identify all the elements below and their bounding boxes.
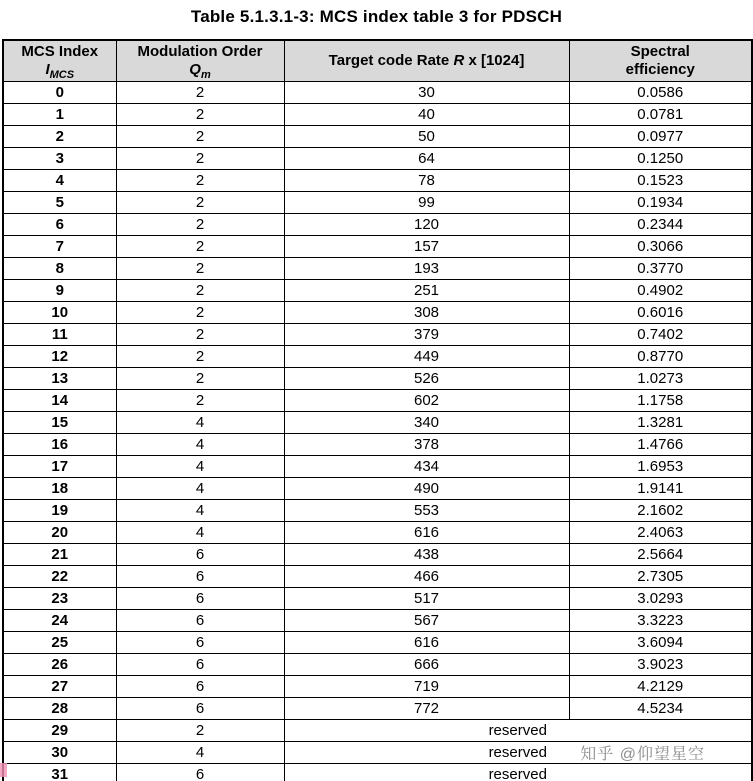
- cell-mcs-index: 15: [3, 412, 116, 434]
- table-row: [3, 434, 752, 456]
- cell-spectral-efficiency: 1.0273: [569, 368, 752, 390]
- header-modulation-order-label: Modulation Order: [137, 43, 263, 60]
- table-row: [3, 170, 752, 192]
- mcs-index-table: [2, 39, 753, 781]
- cell-modulation-order: 2: [116, 214, 284, 236]
- table-row: [3, 192, 752, 214]
- cell-code-rate: 616: [284, 632, 569, 654]
- table-row: [3, 258, 752, 280]
- cell-mcs-index: 5: [3, 192, 116, 214]
- cell-spectral-efficiency: 3.9023: [569, 654, 752, 676]
- cell-spectral-efficiency: 0.6016: [569, 302, 752, 324]
- cell-mcs-index: 2: [3, 126, 116, 148]
- cell-spectral-efficiency: 0.1250: [569, 148, 752, 170]
- cell-spectral-efficiency: 1.4766: [569, 434, 752, 456]
- cell-mcs-index: 19: [3, 500, 116, 522]
- cell-code-rate: 64: [284, 148, 569, 170]
- cell-code-rate: 50: [284, 126, 569, 148]
- cell-spectral-efficiency: 0.3066: [569, 236, 752, 258]
- cell-spectral-efficiency: 0.4902: [569, 280, 752, 302]
- cell-code-rate: 526: [284, 368, 569, 390]
- cell-modulation-order: 2: [116, 148, 284, 170]
- cell-modulation-order: 6: [116, 632, 284, 654]
- header-mcs-index-symbol: $I_{MCS}$: [45, 61, 75, 81]
- cell-modulation-order: 6: [116, 654, 284, 676]
- header-mcs-index-label: MCS Index: [21, 43, 99, 60]
- cell-reserved: reserved: [284, 720, 752, 742]
- table-row: [3, 412, 752, 434]
- cell-spectral-efficiency: 1.9141: [569, 478, 752, 500]
- cell-spectral-efficiency: 1.1758: [569, 390, 752, 412]
- zhihu-watermark: 知乎 @仰望星空: [580, 746, 705, 763]
- cell-modulation-order: 2: [116, 82, 284, 104]
- cell-mcs-index: 13: [3, 368, 116, 390]
- cell-code-rate: 449: [284, 346, 569, 368]
- header-code-rate: [284, 40, 569, 82]
- cell-mcs-index: 31: [3, 764, 116, 781]
- cell-spectral-efficiency: 3.0293: [569, 588, 752, 610]
- cell-modulation-order: 2: [116, 302, 284, 324]
- pink-artifact: [0, 763, 7, 777]
- cell-spectral-efficiency: 2.7305: [569, 566, 752, 588]
- table-row: [3, 698, 752, 720]
- cell-reserved: reserved: [284, 764, 752, 781]
- cell-code-rate: 616: [284, 522, 569, 544]
- cell-spectral-efficiency: 2.4063: [569, 522, 752, 544]
- cell-spectral-efficiency: 4.2129: [569, 676, 752, 698]
- cell-mcs-index: 4: [3, 170, 116, 192]
- table-row: [3, 544, 752, 566]
- cell-spectral-efficiency: 0.0586: [569, 82, 752, 104]
- cell-modulation-order: 6: [116, 544, 284, 566]
- cell-code-rate: 30: [284, 82, 569, 104]
- cell-modulation-order: 2: [116, 170, 284, 192]
- cell-spectral-efficiency: 0.0977: [569, 126, 752, 148]
- cell-spectral-efficiency: 4.5234: [569, 698, 752, 720]
- cell-mcs-index: 26: [3, 654, 116, 676]
- table-row: [3, 478, 752, 500]
- table-body: [3, 82, 752, 781]
- cell-code-rate: 308: [284, 302, 569, 324]
- cell-modulation-order: 2: [116, 720, 284, 742]
- cell-code-rate: 666: [284, 654, 569, 676]
- table-row: [3, 500, 752, 522]
- cell-code-rate: 193: [284, 258, 569, 280]
- cell-reserved: reserved: [284, 742, 752, 764]
- table-row: [3, 390, 752, 412]
- cell-code-rate: 438: [284, 544, 569, 566]
- cell-mcs-index: 29: [3, 720, 116, 742]
- cell-mcs-index: 12: [3, 346, 116, 368]
- cell-spectral-efficiency: 0.1934: [569, 192, 752, 214]
- cell-modulation-order: 6: [116, 566, 284, 588]
- table-header: [3, 40, 752, 82]
- cell-code-rate: 772: [284, 698, 569, 720]
- header-spectral-efficiency: Spectral efficiency: [569, 40, 752, 82]
- cell-modulation-order: 4: [116, 434, 284, 456]
- cell-spectral-efficiency: 3.3223: [569, 610, 752, 632]
- cell-code-rate: 99: [284, 192, 569, 214]
- table-row: [3, 302, 752, 324]
- cell-modulation-order: 2: [116, 368, 284, 390]
- cell-spectral-efficiency: 1.6953: [569, 456, 752, 478]
- table-row: [3, 566, 752, 588]
- table-row: [3, 82, 752, 104]
- cell-modulation-order: 2: [116, 192, 284, 214]
- cell-mcs-index: 18: [3, 478, 116, 500]
- cell-mcs-index: 23: [3, 588, 116, 610]
- table-row: [3, 764, 752, 781]
- header-row: [3, 40, 752, 82]
- cell-modulation-order: 6: [116, 588, 284, 610]
- cell-modulation-order: 6: [116, 610, 284, 632]
- table-row: [3, 236, 752, 258]
- header-modulation-order: [116, 40, 284, 82]
- cell-modulation-order: 2: [116, 104, 284, 126]
- cell-spectral-efficiency: 1.3281: [569, 412, 752, 434]
- cell-mcs-index: 14: [3, 390, 116, 412]
- cell-spectral-efficiency: 2.1602: [569, 500, 752, 522]
- cell-code-rate: 602: [284, 390, 569, 412]
- cell-mcs-index: 30: [3, 742, 116, 764]
- cell-mcs-index: 28: [3, 698, 116, 720]
- cell-modulation-order: 4: [116, 742, 284, 764]
- cell-code-rate: 340: [284, 412, 569, 434]
- cell-mcs-index: 0: [3, 82, 116, 104]
- cell-spectral-efficiency: 0.3770: [569, 258, 752, 280]
- table-row: [3, 632, 752, 654]
- cell-modulation-order: 4: [116, 412, 284, 434]
- table-row: [3, 104, 752, 126]
- cell-mcs-index: 10: [3, 302, 116, 324]
- table-title: Table 5.1.3.1-3: MCS index table 3 for PDSCH: [190, 7, 563, 26]
- cell-code-rate: 120: [284, 214, 569, 236]
- cell-spectral-efficiency: 0.8770: [569, 346, 752, 368]
- cell-code-rate: 490: [284, 478, 569, 500]
- cell-mcs-index: 8: [3, 258, 116, 280]
- cell-code-rate: 719: [284, 676, 569, 698]
- cell-spectral-efficiency: 0.2344: [569, 214, 752, 236]
- cell-spectral-efficiency: 2.5664: [569, 544, 752, 566]
- cell-modulation-order: 4: [116, 478, 284, 500]
- cell-modulation-order: 2: [116, 324, 284, 346]
- table-row: [3, 148, 752, 170]
- cell-mcs-index: 25: [3, 632, 116, 654]
- table-row: [3, 368, 752, 390]
- cell-modulation-order: 4: [116, 500, 284, 522]
- cell-modulation-order: 6: [116, 676, 284, 698]
- header-mcs-index: [3, 40, 116, 82]
- cell-code-rate: 157: [284, 236, 569, 258]
- cell-modulation-order: 2: [116, 346, 284, 368]
- header-code-rate-label: Target code Rate R x [1024]: [328, 52, 525, 69]
- cell-mcs-index: 22: [3, 566, 116, 588]
- cell-mcs-index: 24: [3, 610, 116, 632]
- table-row: [3, 522, 752, 544]
- table-row: [3, 742, 752, 764]
- cell-code-rate: 40: [284, 104, 569, 126]
- cell-modulation-order: 6: [116, 698, 284, 720]
- table-row: [3, 456, 752, 478]
- table-row: [3, 280, 752, 302]
- table-row: [3, 610, 752, 632]
- cell-spectral-efficiency: 0.0781: [569, 104, 752, 126]
- cell-code-rate: 517: [284, 588, 569, 610]
- cell-modulation-order: 2: [116, 390, 284, 412]
- cell-mcs-index: 17: [3, 456, 116, 478]
- cell-spectral-efficiency: 0.7402: [569, 324, 752, 346]
- cell-spectral-efficiency: 3.6094: [569, 632, 752, 654]
- cell-code-rate: 434: [284, 456, 569, 478]
- cell-mcs-index: 21: [3, 544, 116, 566]
- header-modulation-order-symbol: $Q_m$: [189, 61, 211, 81]
- cell-mcs-index: 3: [3, 148, 116, 170]
- cell-mcs-index: 1: [3, 104, 116, 126]
- cell-mcs-index: 6: [3, 214, 116, 236]
- table-row: [3, 676, 752, 698]
- table-row: [3, 720, 752, 742]
- cell-code-rate: 466: [284, 566, 569, 588]
- cell-code-rate: 78: [284, 170, 569, 192]
- cell-mcs-index: 11: [3, 324, 116, 346]
- cell-modulation-order: 2: [116, 280, 284, 302]
- cell-modulation-order: 2: [116, 258, 284, 280]
- cell-code-rate: 379: [284, 324, 569, 346]
- cell-mcs-index: 16: [3, 434, 116, 456]
- cell-modulation-order: 2: [116, 236, 284, 258]
- cell-code-rate: 378: [284, 434, 569, 456]
- cell-mcs-index: 7: [3, 236, 116, 258]
- cell-code-rate: 567: [284, 610, 569, 632]
- cell-code-rate: 251: [284, 280, 569, 302]
- table-row: [3, 654, 752, 676]
- table-row: [3, 126, 752, 148]
- cell-code-rate: 553: [284, 500, 569, 522]
- cell-modulation-order: 4: [116, 522, 284, 544]
- cell-spectral-efficiency: 0.1523: [569, 170, 752, 192]
- cell-modulation-order: 4: [116, 456, 284, 478]
- table-row: [3, 324, 752, 346]
- cell-modulation-order: 6: [116, 764, 284, 781]
- cell-mcs-index: 9: [3, 280, 116, 302]
- cell-modulation-order: 2: [116, 126, 284, 148]
- table-row: [3, 214, 752, 236]
- cell-mcs-index: 27: [3, 676, 116, 698]
- table-row: [3, 346, 752, 368]
- table-row: [3, 588, 752, 610]
- cell-mcs-index: 20: [3, 522, 116, 544]
